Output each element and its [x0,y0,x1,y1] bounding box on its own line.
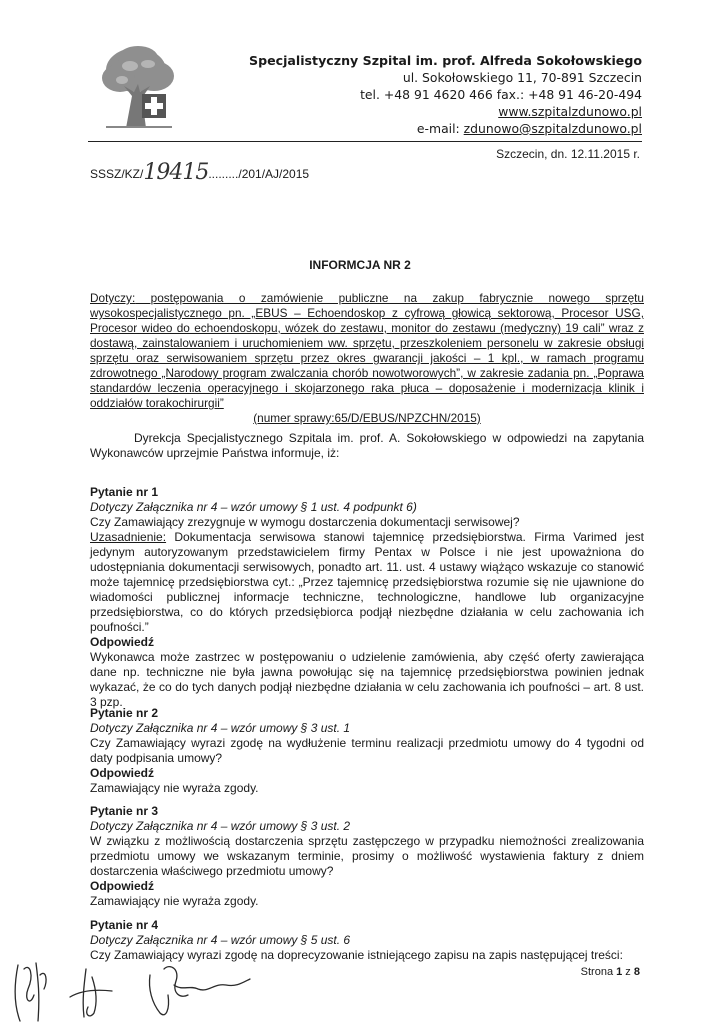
page-number [581,966,640,978]
answer-label: Odpowiedź [90,766,154,780]
question-text: Czy Zamawiający wyrazi zgodę na doprecyzowanie istniejącego zapisu na zapis następującej treści: [90,948,623,962]
answer-label: Odpowiedź [90,635,154,649]
hospital-logo [96,40,180,132]
email-label: e-mail: [416,121,464,136]
question-heading: Pytanie nr 1 [90,485,159,499]
question-reference: Dotyczy Załącznika nr 4 – wzór umowy § 3 ust. 1 [90,721,351,735]
page-number-total: 8 [633,966,640,978]
page-number-prefix: Strona [580,966,617,978]
answer-text: Wykonawca może zastrzec w postępowaniu o udzielenie zamówienia, aby część oferty zawierająca dane np. techniczne nie była jawna powołując się na tajemnicę przedsiębiorstwa powinien jednak wykazać, że co do tych danych podjął niezbędne działania w celu zachowania ich poufności – art. 8 ust. 3 pzp. [90,650,644,709]
question-block-3 [90,804,644,909]
question-block-1 [90,485,644,710]
document-title: INFORMCJA NR 2 [309,258,411,272]
hospital-address: ul. Sokołowskiego 11, 70-891 Szczecin [402,70,642,85]
question-heading: Pytanie nr 3 [90,804,159,818]
hospital-name: Specjalistyczny Szpital im. prof. Alfreda Sokołowskiego [249,53,642,68]
justification-label: Uzasadnienie: [90,530,167,544]
reference-dots: ......... [208,167,239,181]
reference-suffix: /201/AJ/2015 [238,167,310,181]
hospital-website-link[interactable]: www.szpitalzdunowo.pl [498,104,642,119]
reference-handwritten-number: 19415 [143,160,209,185]
subject-text: postępowania o zamówienie publiczne na zakup fabrycznie nowego sprzętu wysokospecjalistycznego pn. „EBUS – Echoendoskop z cyfrową głowicą sektorową, Procesor USG, Procesor wideo do echoendoskopu, wózek do zestawu, monitor do zestawu (medyczny) 19 cali” wraz z dostawą, zainstalowaniem i uruchomieniem ww. sprzętu, przeszkoleniem personelu w zakresie obsługi sprzętu oraz serwisowaniem sprzętu przez okres gwarancji jakości – 1 kpl., w ramach programu zdrowotnego „Narodowy program zwalczania chorób nowotworowych”, w zakresie zadania pn. „Poprawa standardów leczenia operacyjnego i skojarzonego raka płuca – doposażenie i modernizacja klinik i oddziałów torakochirurgii” [90,291,644,410]
question-reference: Dotyczy Załącznika nr 4 – wzór umowy § 3 ust. 2 [90,819,351,833]
answer-text: Zamawiający nie wyraża zgody. [90,894,259,908]
question-reference: Dotyczy Załącznika nr 4 – wzór umowy § 5 ust. 6 [90,933,351,947]
reference-number [90,159,309,184]
hospital-email-link[interactable]: zdunowo@szpitalzdunowo.pl [463,121,642,136]
case-number: (numer sprawy:65/D/EBUS/NPZCHN/2015) [253,411,481,425]
justification-text: Dokumentacja serwisowa stanowi tajemnicę przedsiębiorstwa. Firma Varimed jest jedynym autoryzowanym przedstawicielem firmy Pentax w Polsce i nie jest upoważniona do udostępniania dokumentacji serwisowych, ponadto art. 11. ust. 4 ustawy wiążąco wskazuje co stanowić może tajemnicę przedsiębiorstwa cyt.: „Przez tajemnicę przedsiębiorstwa rozumie się nie ujawnione do wiadomości publicznej informacje techniczne, technologiczne, handlowe lub organizacyjne przedsiębiorstwa, co do których przedsiębiorca podjął niezbędne działania w celu zachowania ich poufności.” [90,530,644,634]
page-number-middle: z [622,966,634,978]
question-text: Czy Zamawiający zrezygnuje w wymogu dostarczenia dokumentacji serwisowej? [90,515,520,529]
letterhead [249,52,642,137]
answer-text: Zamawiający nie wyraża zgody. [90,781,259,795]
question-text: Czy Zamawiający wyrazi zgodę na wydłużenie terminu realizacji przedmiotu umowy do 4 tygodni od daty podpisania umowy? [90,736,644,765]
city-date: Szczecin, dn. 12.11.2015 r. [496,147,640,161]
question-reference: Dotyczy Załącznika nr 4 – wzór umowy § 1 ust. 4 podpunkt 6) [90,500,417,514]
justification-paragraph [90,530,644,635]
question-heading: Pytanie nr 4 [90,918,159,932]
hospital-email-line [249,120,642,137]
reference-prefix: SSSZ/KZ/ [90,167,144,181]
hospital-phone-fax: tel. +48 91 4620 466 fax.: +48 91 46-20-494 [360,87,642,102]
question-text: W związku z możliwością dostarczenia sprzętu zastępczego w przypadku niemożności zrealizowania przedmiotu umowy we wskazanym terminie, prosimy o możliwość wystawienia faktury z dniem dostarczenia właściwego przedmiotu umowy? [90,834,644,878]
question-block-2 [90,706,644,796]
question-heading: Pytanie nr 2 [90,706,159,720]
header-divider [88,141,642,142]
page-number-current: 1 [616,966,623,978]
handwritten-signatures [0,955,340,1024]
intro-paragraph: Dyrekcja Specjalistycznego Szpitala im. prof. A. Sokołowskiego w odpowiedzi na zapytania Wykonawców uprzejmie Państwa informuje, iż: [90,431,644,460]
subject-label: Dotyczy: [90,291,136,305]
subject-paragraph [90,291,644,426]
answer-label: Odpowiedź [90,879,154,893]
